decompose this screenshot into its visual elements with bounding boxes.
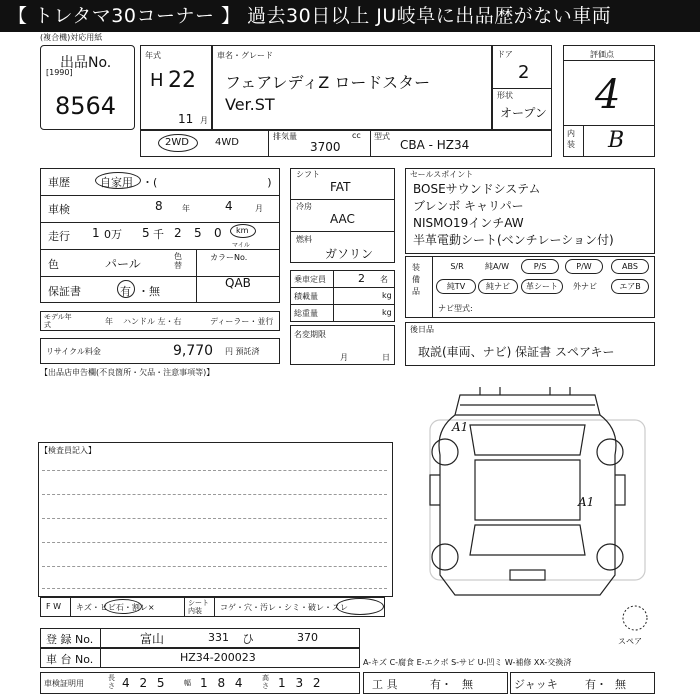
tools-yes: 有・ [430,678,452,691]
displacement-unit: cc [352,131,361,140]
year-month-unit: 月 [200,116,208,125]
warranty-no: ・無 [138,285,160,298]
registration-class: 331 [208,631,229,644]
equip-nav: 純ナビ [478,279,518,294]
mileage-d2: 5 [142,226,150,240]
mileage-alt-unit: マイル [232,242,250,249]
lot-label: 出品No. [60,55,112,71]
spare-tire-icon [620,603,650,633]
car-diagram [400,375,660,605]
lot-small: [1990] [46,68,73,77]
equip-aw: 純A/W [484,262,510,271]
capacity-unit: 名 [380,275,388,284]
weight-label: 総重量 [294,309,318,318]
drive-4wd: 4WD [215,137,239,148]
selling-points-label: セールスポイント [410,170,474,179]
nav-model-label: ナビ型式: [438,304,473,313]
cert-length: 4 2 5 [122,676,168,690]
selling-point-4: 半革電動シート(ベンチレーション付) [413,233,614,247]
spare-label: スペア [618,637,642,646]
name-change-day: 日 [382,353,390,362]
name-label: 車名・グレード [217,51,273,60]
chassis-value: HZ34-200023 [180,651,256,664]
jack-no: 無 [615,678,626,691]
fw-seat: シート内装 [188,599,209,615]
name-change-label: 名変期限 [294,330,326,339]
lot-number: 8564 [55,92,117,120]
equip-ext-nav: 外ナビ [573,282,597,291]
damage-mark-front: A1 [452,420,469,434]
load-label: 積載量 [294,292,318,301]
shift-value: FAT [330,180,351,194]
mileage-d4: 5 [194,226,202,240]
spec-row [140,130,552,157]
year-value: 22 [168,68,196,93]
dealer-text: ディーラー・並行 [210,317,274,326]
equip-leather: 革シート [521,279,563,294]
capacity-value: 2 [358,272,365,285]
name-change-month: 月 [340,353,348,362]
car-grade: Ver.ST [225,95,275,114]
door-label: ドア [497,50,513,59]
tools-label: 工 具 [372,678,398,691]
interior-label: 内装 [567,129,575,149]
registration-kana: ひ [242,632,255,646]
equip-abs: ABS [611,259,649,274]
fuel-value: ガソリン [325,247,374,261]
color-code-label: カラーNo. [210,253,248,262]
fw-text1: キズ・ヒビ石・割レ× [76,603,155,612]
equip-pw: P/W [565,259,603,274]
shape-value: オープン [500,106,547,120]
registration-place: 富山 [140,632,165,646]
mileage-unit: km [236,226,249,235]
registration-number: 370 [297,631,318,644]
color-label: 色 [48,258,59,271]
header-banner: 【 トレタマ30コーナー 】 過去30日以上 JU岐阜に出品歴がない車両 [0,0,700,32]
after-items-value: 取説(車両、ナビ) 保証書 スペアキー [418,345,615,359]
score-label: 評価点 [590,50,614,59]
mileage-d1: 1 [92,226,100,240]
history-rest: ・( ) [142,176,272,189]
recycle-unit: 円 預託済 [225,347,260,356]
mileage-d3: 2 [174,226,182,240]
mileage-u2: 千 [153,228,164,241]
recycle-label: リサイクル料金 [46,347,101,356]
selling-point-1: BOSEサウンドシステム [413,182,541,196]
model-code-label: 型式 [374,132,390,141]
displacement-value: 3700 [310,140,341,154]
inspection-month: 4 [225,199,233,213]
inspector-box [38,442,393,597]
equipment-label: 装備品 [412,263,420,296]
inspection-label: 車検 [48,203,70,216]
inspection-year: 8 [155,199,163,213]
inspector-label: 【検査員記入】 [40,446,96,455]
cert-length-label: 長さ [108,674,115,690]
cert-height: 1 3 2 [278,676,324,690]
color-code: QAB [225,276,251,290]
cert-label: 車検証明用 [44,679,84,688]
jack-label: ジャッキ [514,678,558,691]
warranty-yes: 有 [120,285,131,298]
fuel-label: 燃料 [296,235,312,244]
fw-text2: コゲ・穴・汚レ・シミ・破レ・スレ [220,603,348,612]
cert-height-label: 高さ [262,674,269,690]
equip-airbag: エアB [611,279,649,294]
ac-label: 冷房 [296,202,312,211]
damage-legend: A-キズ C-腐食 E-エクボ S-サビ U-凹ミ W-補修 XX-交換済 [363,658,572,667]
model-year-unit: 年 [105,317,113,326]
recycle-value: 9,770 [173,343,214,359]
color-change: 色替 [174,252,182,270]
history-value: 自家用 [100,176,133,189]
weight-unit: kg [382,308,392,317]
mileage-d5: 0 [214,226,222,240]
year-label: 年式 [145,51,161,60]
color-value: パール [105,257,141,271]
model-code-value: CBA - HZ34 [400,138,470,152]
declaration-label: 【出品店申告欄(不良箇所・欠品・注意事項等)】 [40,368,215,377]
history-label: 車歴 [48,176,70,189]
model-year-label: モデル年式 [44,313,72,329]
fw-label: F W [46,602,62,611]
equip-tv: 純TV [436,279,476,294]
year-era: H [150,70,164,91]
door-value: 2 [518,62,530,83]
mileage-u1: 0万 [104,228,122,241]
mileage-label: 走行 [48,230,70,243]
equip-ps: P/S [521,259,559,274]
cert-width: 1 8 4 [200,676,246,690]
chassis-label: 車 台 No. [46,653,94,666]
drive-2wd: 2WD [165,137,189,148]
tools-no: 無 [462,678,473,691]
load-unit: kg [382,291,392,300]
inspection-month-unit: 月 [255,204,263,213]
interior-value: B [608,128,625,153]
displacement-label: 排気量 [273,132,297,141]
year-month: 11 [178,112,194,126]
paper-note: (複合機)対応用紙 [40,33,103,42]
equip-sr: S/R [450,262,464,271]
capacity-label: 乗車定員 [294,275,326,284]
handle-text: ハンドル 左・右 [123,317,182,326]
shape-label: 形状 [497,91,513,100]
warranty-label: 保証書 [48,285,81,298]
shift-label: シフト [296,170,320,179]
damage-mark-side: A1 [578,495,595,509]
inspection-year-unit: 年 [182,204,190,213]
selling-point-3: NISMO19インチAW [413,216,524,230]
selling-point-2: ブレンボ キャリパー [413,199,524,213]
jack-yes: 有・ [585,678,607,691]
car-model: フェアレディZ ロードスター [225,73,431,92]
after-items-label: 後日品 [410,325,434,334]
registration-label: 登 録 No. [46,633,94,646]
cert-width-label: 幅 [184,679,191,687]
ac-value: AAC [330,212,355,226]
score-value: 4 [595,72,621,118]
